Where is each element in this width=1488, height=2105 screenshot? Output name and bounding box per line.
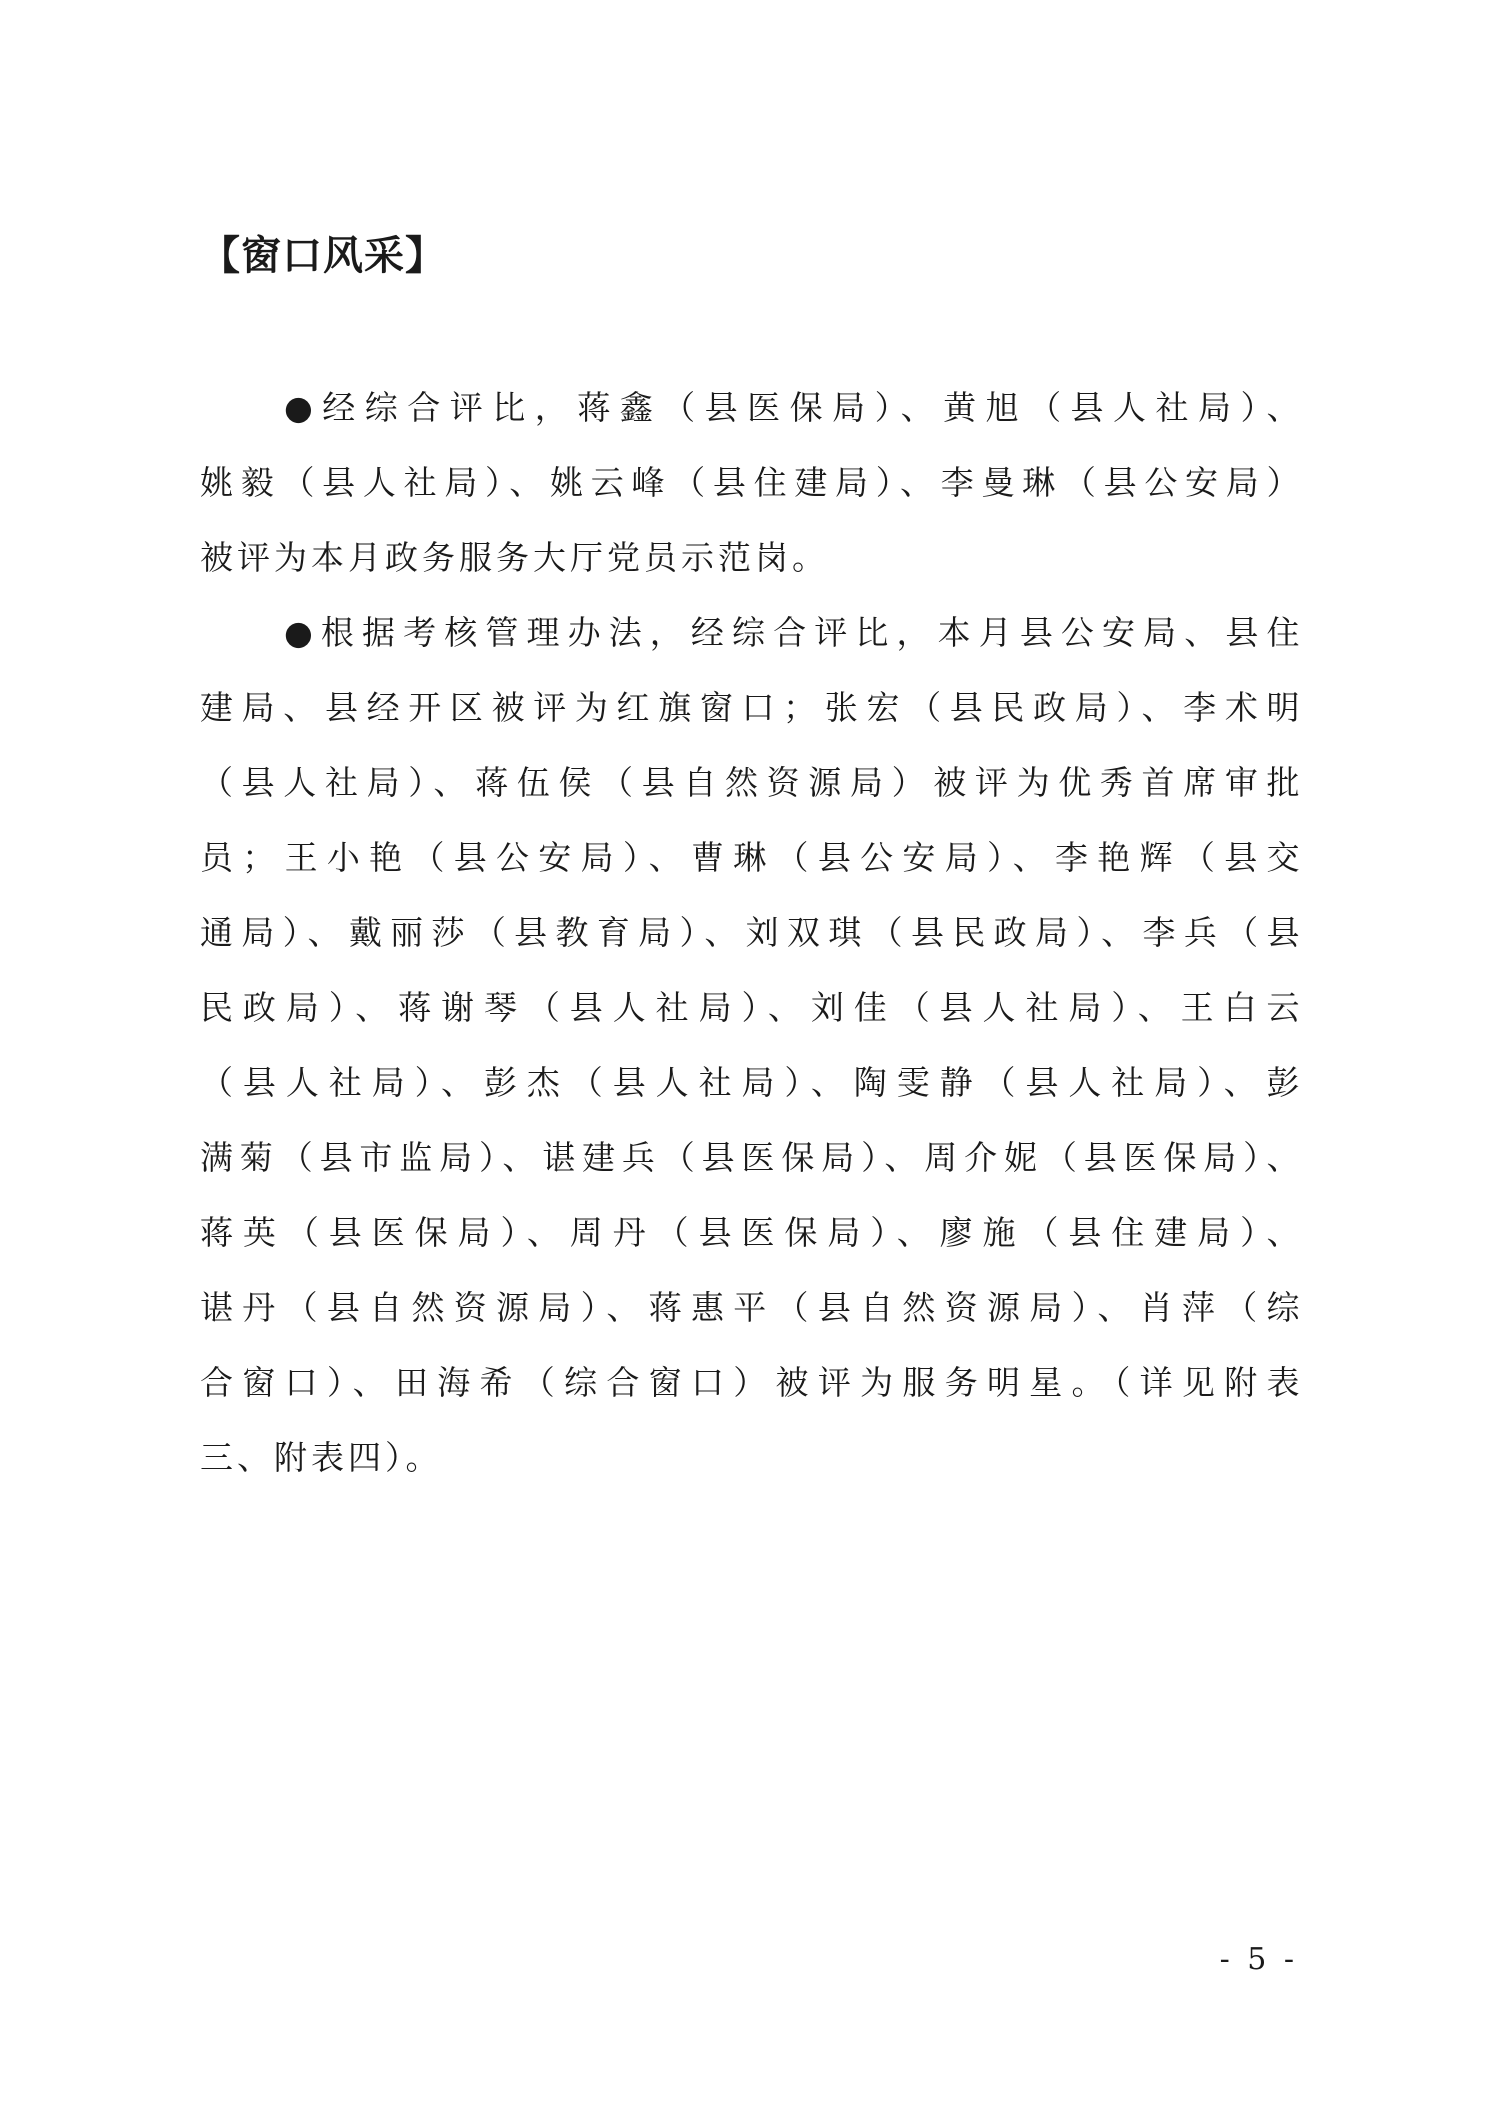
paragraph-line: 员；王小艳（县公安局）、曹琳（县公安局）、李艳辉（县交	[200, 838, 1300, 877]
paragraph-line: 谌丹（县自然资源局）、蒋惠平（县自然资源局）、肖萍（综	[200, 1288, 1300, 1327]
paragraph-red-flag-windows	[200, 595, 1300, 1495]
paragraph-line: （县人社局）、蒋伍侯（县自然资源局）被评为优秀首席审批	[200, 763, 1300, 802]
paragraph-line: 三、附表四）。	[200, 1438, 443, 1477]
paragraph-line: 建局、县经开区被评为红旗窗口；张宏（县民政局）、李术明	[200, 688, 1300, 727]
body-text	[200, 370, 1300, 1495]
paragraph-line: 被评为本月政务服务大厅党员示范岗。	[200, 538, 829, 577]
paragraph-line: 姚毅（县人社局）、姚云峰（县住建局）、李曼琳（县公安局）	[200, 463, 1300, 502]
paragraph-line: ●根据考核管理办法，经综合评比，本月县公安局、县住	[284, 613, 1300, 652]
paragraph-line: 合窗口）、田海希（综合窗口）被评为服务明星。（详见附表	[200, 1363, 1300, 1402]
paragraph-party-member-posts	[200, 370, 1300, 595]
paragraph-line: 通局）、戴丽莎（县教育局）、刘双琪（县民政局）、李兵（县	[200, 913, 1300, 952]
page-number: - 5 -	[1219, 1942, 1298, 1977]
paragraph-line: 民政局）、蒋谢琴（县人社局）、刘佳（县人社局）、王白云	[200, 988, 1300, 1027]
paragraph-line: 蒋英（县医保局）、周丹（县医保局）、廖施（县住建局）、	[200, 1213, 1300, 1252]
paragraph-line: （县人社局）、彭杰（县人社局）、陶雯静（县人社局）、彭	[200, 1063, 1300, 1102]
paragraph-line: ●经综合评比，蒋鑫（县医保局）、黄旭（县人社局）、	[284, 388, 1300, 427]
paragraph-line: 满菊（县市监局）、谌建兵（县医保局）、周介妮（县医保局）、	[200, 1138, 1300, 1177]
section-heading: 【窗口风采】	[200, 233, 446, 279]
